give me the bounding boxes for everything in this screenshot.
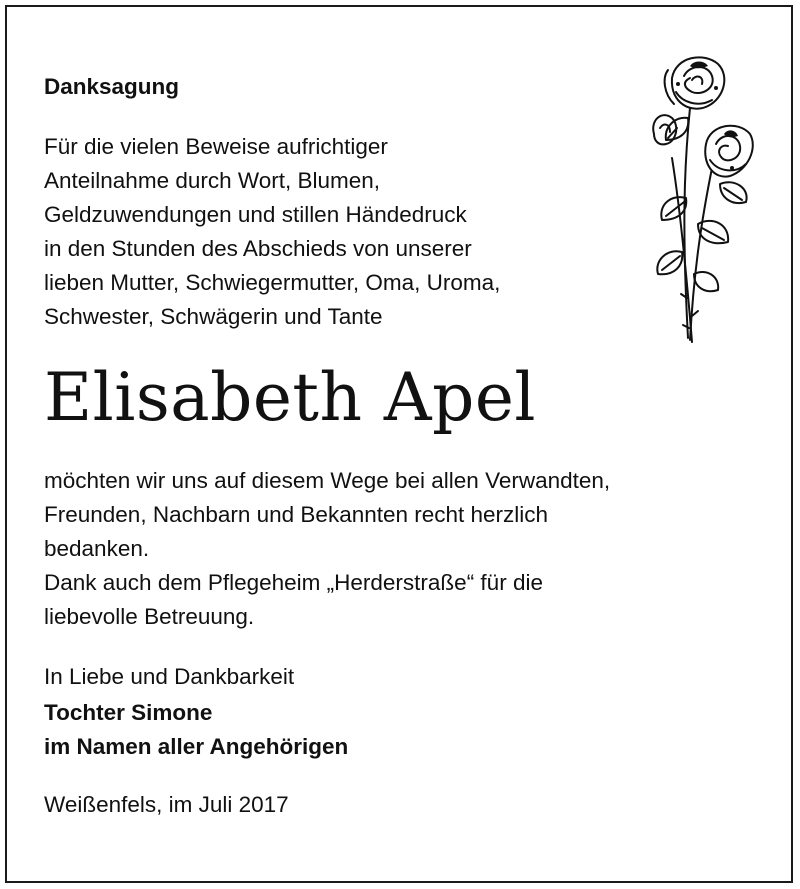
thanks-line: liebevolle Betreuung. [44,604,255,629]
notice-heading: Danksagung [44,74,180,99]
thanks-text [44,464,610,634]
intro-line: in den Stunden des Abschieds von unserer [44,236,472,261]
signature [44,696,348,764]
intro-line: Schwester, Schwägerin und Tante [44,304,383,329]
intro-line: Geldzuwendungen und stillen Händedruck [44,202,467,227]
roses-icon [632,48,762,348]
thanks-line: Freunden, Nachbarn und Bekannten recht herzlich [44,502,549,527]
thanks-line: Dank auch dem Pflegeheim „Herderstraße“ für die [44,570,543,595]
signature-line: Tochter Simone [44,700,213,725]
place-date: Weißenfels, im Juli 2017 [44,792,289,817]
thanks-line: bedanken. [44,536,150,561]
intro-line: lieben Mutter, Schwiegermutter, Oma, Uroma, [44,270,501,295]
signature-line: im Namen aller Angehörigen [44,734,349,759]
intro-line: Für die vielen Beweise aufrichtiger [44,134,388,159]
intro-line: Anteilnahme durch Wort, Blumen, [44,168,380,193]
intro-text [44,130,500,334]
deceased-name: Elisabeth Apel [44,359,537,436]
closing-text: In Liebe und Dankbarkeit [44,664,295,689]
thanks-line: möchten wir uns auf diesem Wege bei allen Verwandten, [44,468,611,493]
